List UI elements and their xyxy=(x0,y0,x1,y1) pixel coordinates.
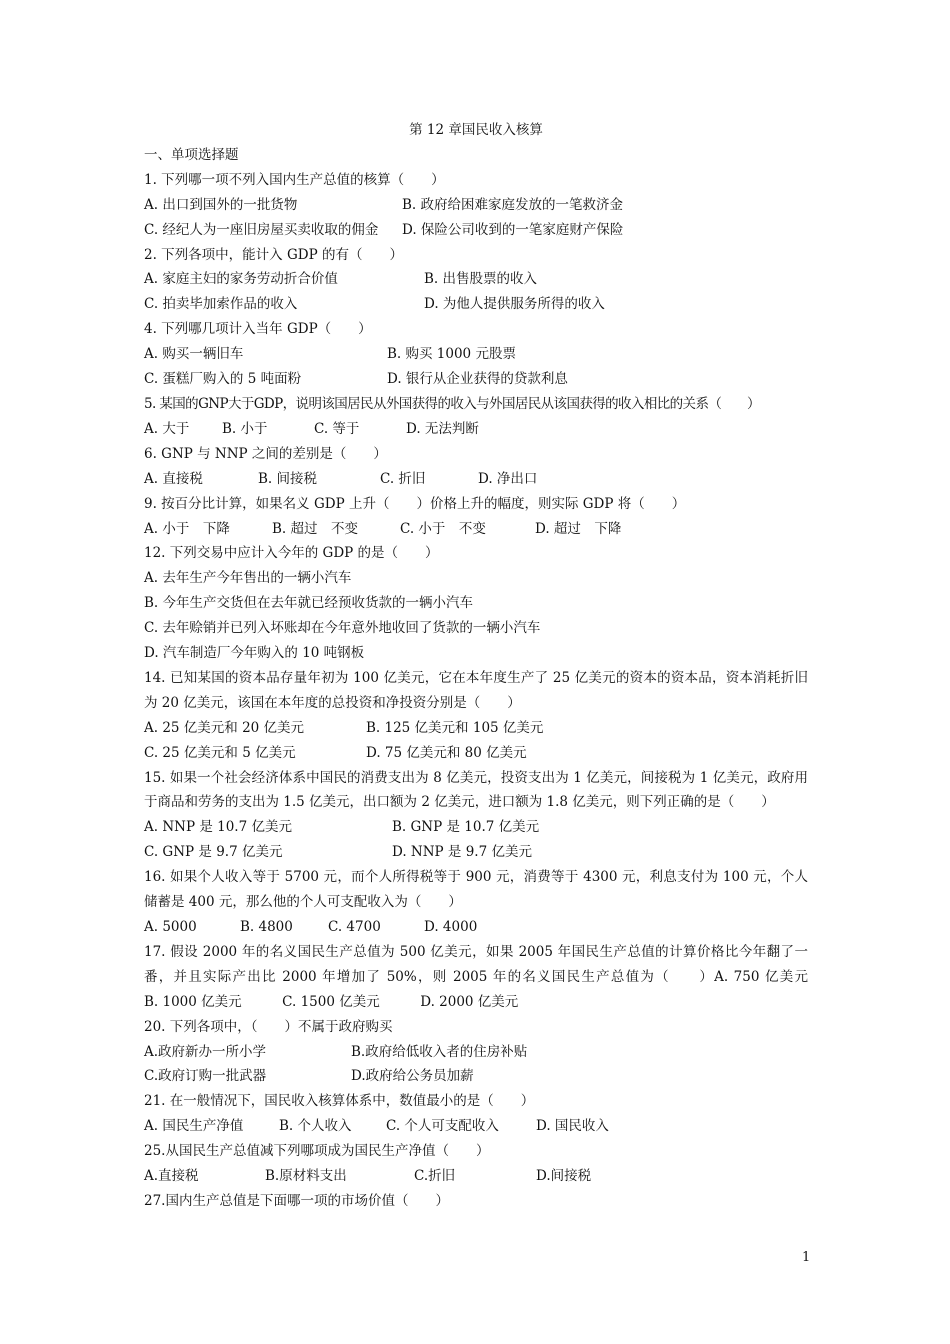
question-1-options-row-2 xyxy=(144,218,808,243)
question-5-option-d: D. 无法判断 xyxy=(406,420,479,437)
question-21-option-a: A. 国民生产净值 xyxy=(144,1118,244,1135)
question-16-stem: 16. 如果个人收入等于 5700 元，而个人所得税等于 900 元，消费等于 4300 元，利息支付为 100 元，个人储蓄是 400 元，那么他的个人可支配收入为（ ） xyxy=(144,869,808,911)
question-5-stem: 5. 某国的GNP大于GDP，说明该国居民从外国获得的收入与外国居民从该国获得的收入相比的关系（ ） xyxy=(144,395,760,412)
question-4-option-b: B. 购买 1000 元股票 xyxy=(387,346,516,363)
question-9-stem: 9. 按百分比计算，如果名义 GDP 上升（ ）价格上升的幅度，则实际 GDP 将（ ） xyxy=(144,495,686,512)
question-9-option-b: B. 超过 不变 xyxy=(272,520,359,537)
question-6-stem: 6. GNP 与 NNP 之间的差别是（ ） xyxy=(144,445,387,462)
question-15-options-row-2 xyxy=(144,840,808,865)
question-14-options-row-1 xyxy=(144,716,808,741)
question-25-options xyxy=(144,1164,808,1189)
question-20-option-d: D.政府给公务员加薪 xyxy=(351,1068,474,1085)
question-21-option-b: B. 个人收入 xyxy=(279,1118,352,1135)
question-4-option-d: D. 银行从企业获得的贷款利息 xyxy=(387,371,568,388)
question-20-stem: 20. 下列各项中，（ ）不属于政府购买 xyxy=(144,1018,393,1035)
page-number: 1 xyxy=(802,1250,811,1265)
question-9-option-d: D. 超过 下降 xyxy=(535,520,622,537)
question-1-option-b: B. 政府给困难家庭发放的一笔救济金 xyxy=(402,196,624,213)
question-9-option-c: C. 小于 不变 xyxy=(400,520,486,537)
question-1-option-d: D. 保险公司收到的一笔家庭财产保险 xyxy=(402,221,624,238)
question-2-options-row-1 xyxy=(144,267,808,292)
question-6-option-d: D. 净出口 xyxy=(478,470,538,487)
question-14-options-row-2 xyxy=(144,741,808,766)
question-9-option-a: A. 小于 下降 xyxy=(144,520,230,537)
question-4-option-a: A. 购买一辆旧车 xyxy=(144,346,244,363)
question-1-option-a: A. 出口到国外的一批货物 xyxy=(144,196,298,213)
question-15-option-c: C. GNP 是 9.7 亿美元 xyxy=(144,844,283,861)
question-21-stem: 21. 在一般情况下，国民收入核算体系中，数值最小的是（ ） xyxy=(144,1093,535,1110)
question-27-stem: 27.国内生产总值是下面哪一项的市场价值（ ） xyxy=(144,1192,449,1209)
question-4-stem: 4. 下列哪几项计入当年 GDP（ ） xyxy=(144,321,372,338)
question-20-option-a: A.政府新办一所小学 xyxy=(144,1043,267,1060)
question-20-option-b: B.政府给低收入者的住房补贴 xyxy=(351,1043,528,1060)
question-5-option-b: B. 小于 xyxy=(222,420,268,437)
question-1-options-row-1 xyxy=(144,193,808,218)
question-25-option-a: A.直接税 xyxy=(144,1168,199,1185)
question-20-options-row-1 xyxy=(144,1040,808,1065)
question-16-options xyxy=(144,915,808,940)
question-14-option-a: A. 25 亿美元和 20 亿美元 xyxy=(144,719,305,736)
question-4-options-row-2 xyxy=(144,367,808,392)
chapter-title: 第 12 章国民收入核算 xyxy=(409,122,543,138)
question-12-option-d: D. 汽车制造厂今年购入的 10 吨钢板 xyxy=(144,645,365,662)
question-17-stem: 17. 假设 2000 年的名义国民生产总值为 500 亿美元，如果 2005 年国民生产总值的计算价格比今年翻了一番，并且实际产出比 2000 年增加了 50%，则 2005 年的名义国民生产总值为（ ）A. 750 亿美元 B. 1000 亿美元 C. 1500 亿美元 D. 2000 亿美元 xyxy=(144,943,849,1010)
question-25-option-b: B.原材料支出 xyxy=(265,1168,347,1185)
question-12-stem: 12. 下列交易中应计入今年的 GDP 的是（ ） xyxy=(144,545,439,562)
question-14-option-b: B. 125 亿美元和 105 亿美元 xyxy=(366,719,544,736)
question-25-option-d: D.间接税 xyxy=(536,1168,592,1185)
question-12-option-b: B. 今年生产交货但在去年就已经预收货款的一辆小汽车 xyxy=(144,595,474,612)
question-25-stem: 25.从国民生产总值减下列哪项成为国民生产净值（ ） xyxy=(144,1143,490,1160)
question-2-option-d: D. 为他人提供服务所得的收入 xyxy=(424,296,605,313)
question-15-options-row-1 xyxy=(144,815,808,840)
question-2-stem: 2. 下列各项中，能计入 GDP 的有（ ） xyxy=(144,246,403,263)
question-4-option-c: C. 蛋糕厂购入的 5 吨面粉 xyxy=(144,371,302,388)
question-21-options xyxy=(144,1114,808,1139)
question-16-option-c: C. 4700 xyxy=(328,919,381,935)
question-1-stem: 1. 下列哪一项不列入国内生产总值的核算（ ） xyxy=(144,171,445,188)
question-2-option-c: C. 拍卖毕加索作品的收入 xyxy=(144,296,298,313)
section-heading: 一、单项选择题 xyxy=(144,146,239,163)
question-14-stem: 14. 已知某国的资本品存量年初为 100 亿美元，它在本年度生产了 25 亿美元的资本的资本品，资本消耗折旧为 20 亿美元，该国在本年度的总投资和净投资分别是（ ） xyxy=(144,669,808,711)
question-15-option-d: D. NNP 是 9.7 亿美元 xyxy=(392,844,532,861)
question-5-option-c: C. 等于 xyxy=(314,420,360,437)
question-14-option-d: D. 75 亿美元和 80 亿美元 xyxy=(366,744,527,761)
question-20-options-row-2 xyxy=(144,1064,808,1089)
question-15-stem: 15. 如果一个社会经济体系中国民的消费支出为 8 亿美元，投资支出为 1 亿美元，间接税为 1 亿美元，政府用于商品和劳务的支出为 1.5 亿美元，出口额为 2 亿美元，进口额为 1.8 亿美元，则下列正确的是（ ） xyxy=(144,769,808,811)
question-16-option-a: A. 5000 xyxy=(144,919,197,935)
question-15-option-a: A. NNP 是 10.7 亿美元 xyxy=(144,819,292,836)
question-6-option-a: A. 直接税 xyxy=(144,470,203,487)
question-16-option-b: B. 4800 xyxy=(240,919,293,935)
question-4-options-row-1 xyxy=(144,342,808,367)
question-14-option-c: C. 25 亿美元和 5 亿美元 xyxy=(144,744,296,761)
question-16-option-d: D. 4000 xyxy=(424,919,478,935)
document-page xyxy=(144,118,849,1214)
question-12-option-c: C. 去年赊销并已列入坏账却在今年意外地收回了货款的一辆小汽车 xyxy=(144,620,541,637)
question-15-option-b: B. GNP 是 10.7 亿美元 xyxy=(392,819,540,836)
question-2-option-b: B. 出售股票的收入 xyxy=(424,271,538,288)
question-6-options xyxy=(144,467,808,492)
question-1-option-c: C. 经纪人为一座旧房屋买卖收取的佣金 xyxy=(144,221,379,238)
question-2-option-a: A. 家庭主妇的家务劳动折合价值 xyxy=(144,271,338,288)
question-20-option-c: C.政府订购一批武器 xyxy=(144,1068,267,1085)
question-6-option-b: B. 间接税 xyxy=(258,470,318,487)
question-21-option-d: D. 国民收入 xyxy=(536,1118,609,1135)
question-2-options-row-2 xyxy=(144,292,808,317)
question-12-option-a: A. 去年生产今年售出的一辆小汽车 xyxy=(144,570,352,587)
question-9-options xyxy=(144,517,808,542)
question-6-option-c: C. 折旧 xyxy=(380,470,426,487)
question-5-option-a: A. 大于 xyxy=(144,420,190,437)
question-21-option-c: C. 个人可支配收入 xyxy=(386,1118,499,1135)
question-25-option-c: C.折旧 xyxy=(414,1168,456,1185)
question-5-options xyxy=(144,417,808,442)
